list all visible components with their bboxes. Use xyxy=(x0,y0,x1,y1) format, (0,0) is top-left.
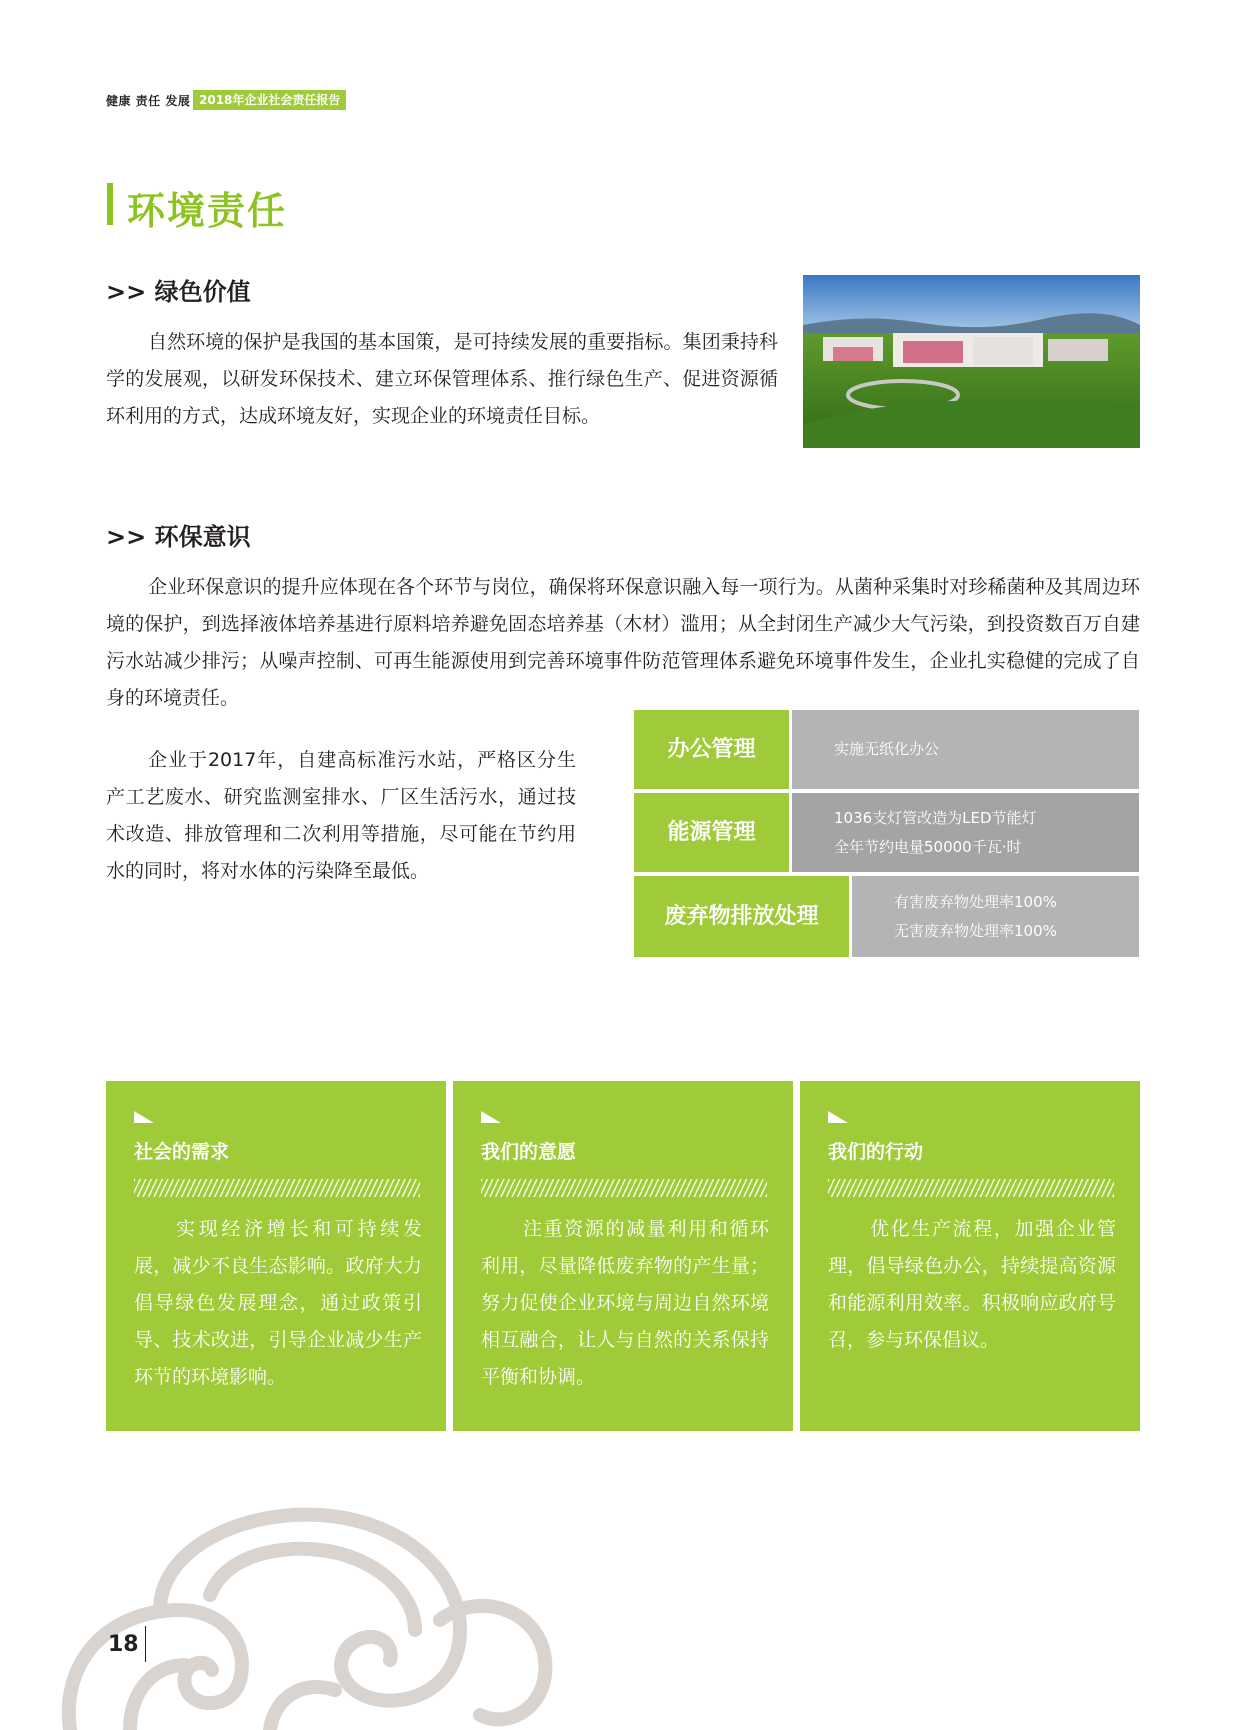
social-demand-box xyxy=(106,1081,446,1431)
row-value-line: 无害废弃物处理率100% xyxy=(894,921,1057,940)
hatch-divider xyxy=(828,1179,1114,1197)
row-label: 办公管理 xyxy=(634,710,789,789)
facility-photo xyxy=(803,275,1140,448)
box-title: 我们的行动 xyxy=(828,1141,924,1163)
env-awareness-paragraph-2: 企业于2017年，自建高标准污水站，严格区分生产工艺废水、研究监测室排水、厂区生活污水，通过技术改造、排放管理和二次利用等措施，尽可能在节约用水的同时，将对水体的污染降至最低。 xyxy=(106,749,576,882)
row-value-line: 全年节约电量50000千瓦·时 xyxy=(834,837,1022,856)
page-title: 环境责任 xyxy=(127,189,288,233)
our-will-box xyxy=(453,1081,793,1431)
page-number-divider xyxy=(145,1626,146,1662)
box-text: 实现经济增长和可持续发展，减少不良生态影响。政府大力倡导绿色发展理念，通过政策引导、技术改进，引导企业减少生产环节的环境影响。 xyxy=(134,1218,422,1388)
box-title: 社会的需求 xyxy=(134,1141,230,1163)
box-text: 注重资源的减量利用和循环利用，尽量降低废弃物的产生量；努力促使企业环境与周边自然环境相互融合，让人与自然的关系保持平衡和协调。 xyxy=(481,1218,769,1388)
table-row xyxy=(634,793,1139,872)
hatch-divider xyxy=(481,1179,767,1197)
flag-icon xyxy=(481,1111,501,1123)
page-number: 18 xyxy=(108,1632,139,1657)
our-action-box xyxy=(800,1081,1140,1431)
table-row xyxy=(634,876,1139,957)
section-heading-green-value: >> 绿色价值 xyxy=(106,278,251,306)
env-awareness-paragraph-1: 企业环保意识的提升应体现在各个环节与岗位，确保将环保意识融入每一项行为。从菌种采集时对珍稀菌种及其周边环境的保护，到选择液体培养基进行原料培养避免固态培养基（木材）滥用；从全封闭生产减少大气污染，到投资数百万自建污水站减少排污；从噪声控制、可再生能源使用到完善环境事件防范管理体系避免环境事件发生，企业扎实稳健的完成了自身的环境责任。 xyxy=(106,576,1140,709)
row-value-line: 有害废弃物处理率100% xyxy=(894,892,1057,911)
header-left-text: 健康 责任 发展 xyxy=(106,94,191,108)
title-accent-bar xyxy=(107,183,113,225)
green-value-paragraph: 自然环境的保护是我国的基本国策，是可持续发展的重要指标。集团秉持科学的发展观，以研发环保技术、建立环保管理体系、推行绿色生产、促进资源循环利用的方式，达成环境友好，实现企业的环境责任目标。 xyxy=(106,331,778,427)
management-table xyxy=(634,710,1139,961)
box-text: 优化生产流程，加强企业管理，倡导绿色办公，持续提高资源和能源利用效率。积极响应政府号召，参与环保倡议。 xyxy=(828,1218,1116,1351)
row-value-line: 1036支灯管改造为LED节能灯 xyxy=(834,808,1037,827)
section-heading-env-awareness: >> 环保意识 xyxy=(106,523,251,551)
header-report-badge: 2018年企业社会责任报告 xyxy=(193,90,346,110)
box-title: 我们的意愿 xyxy=(481,1141,577,1163)
flag-icon xyxy=(828,1111,848,1123)
hatch-divider xyxy=(134,1179,420,1197)
cloud-motif-decoration xyxy=(40,1490,560,1730)
row-label: 废弃物排放处理 xyxy=(634,876,849,957)
row-value xyxy=(792,710,1139,789)
row-value-line: 实施无纸化办公 xyxy=(834,740,940,758)
row-value xyxy=(852,876,1139,957)
flag-icon xyxy=(134,1111,154,1123)
table-row xyxy=(634,710,1139,789)
row-value xyxy=(792,793,1139,872)
row-label: 能源管理 xyxy=(634,793,789,872)
